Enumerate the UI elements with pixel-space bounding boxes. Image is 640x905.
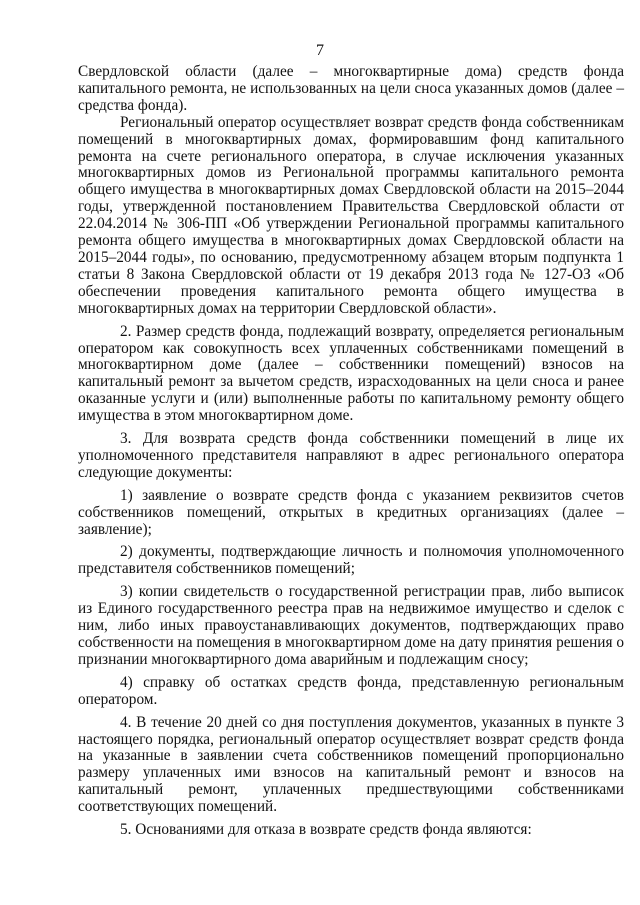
paragraph-subitem-1: 1) заявление о возврате средств фонда с указанием реквизитов счетов собственников помещений, открытых в кредитных организациях (далее – заявление);	[78, 486, 624, 538]
paragraph-item-2: 2. Размер средств фонда, подлежащий возврату, определяется региональным оператором как совокупность всех уплаченных собственниками помещений в многоквартирном доме (далее – собственники помещений) взносов на капитальный ремонт за вычетом средств, израсходованных на цели сноса и ранее оказанные услуги и (или) выполненные работы по капитальному ремонту общего имущества в этом многоквартирном доме.	[78, 322, 624, 425]
paragraph-item-5: 5. Основаниями для отказа в возврате средств фонда являются:	[120, 821, 532, 839]
document-body	[78, 64, 624, 839]
paragraph-subitem-2: 2) документы, подтверждающие личность и полномочия уполномоченного представителя собственников помещений;	[78, 543, 624, 578]
page-number: 7	[316, 42, 324, 59]
paragraph-subitem-3: 3) копии свидетельств о государственной регистрации прав, либо выписок из Единого государственного реестра прав на недвижимое имущество и сделок с ним, либо иных правоустанавливающих документов, подтверждающих право собственности на помещения в многоквартирном доме на дату принятия решения о признании многоквартирного дома аварийным и подлежащим сносу;	[78, 583, 624, 668]
paragraph-refund-intro: Региональный оператор осуществляет возврат средств фонда собственникам помещений в многоквартирных домах, формировавшим фонд капитального ремонта на счете регионального оператора, в случае исключения указанных многоквартирных домов из Региональной программы капитального ремонта общего имущества в многоквартирных домах Свердловской области на 2015–2044 годы, утвержденной постановлением Правительства Свердловской области от 22.04.2014 № 306-ПП «Об утверждении Региональной программы капитального ремонта общего имущества в многоквартирных домах Свердловской области на 2015–2044 годы», по основанию, предусмотренному абзацем вторым подпункта 1 статьи 8 Закона Свердловской области от 19 декабря 2013 года № 127-ОЗ «Об обеспечении проведения капитального ремонта общего имущества в многоквартирных домах на территории Свердловской области».	[78, 113, 624, 317]
paragraph-continuation: Свердловской области (далее – многоквартирные дома) средств фонда капитального ремонта, не использованных на цели сноса указанных домов (далее – средства фонда).	[78, 63, 624, 114]
paragraph-item-3: 3. Для возврата средств фонда собственники помещений в лице их уполномоченного представителя направляют в адрес регионального оператора следующие документы:	[78, 430, 624, 481]
paragraph-item-4: 4. В течение 20 дней со дня поступления документов, указанных в пункте 3 настоящего порядка, региональный оператор осуществляет возврат средств фонда на указанные в заявлении счета собственников помещений пропорционально размеру уплаченных ими взносов на капитальный ремонт и взносов на капитальный ремонт, уплаченных предшествующими собственниками соответствующих помещений.	[78, 713, 624, 816]
paragraph-subitem-4: 4) справку об остатках средств фонда, представленную региональным оператором.	[78, 673, 624, 708]
